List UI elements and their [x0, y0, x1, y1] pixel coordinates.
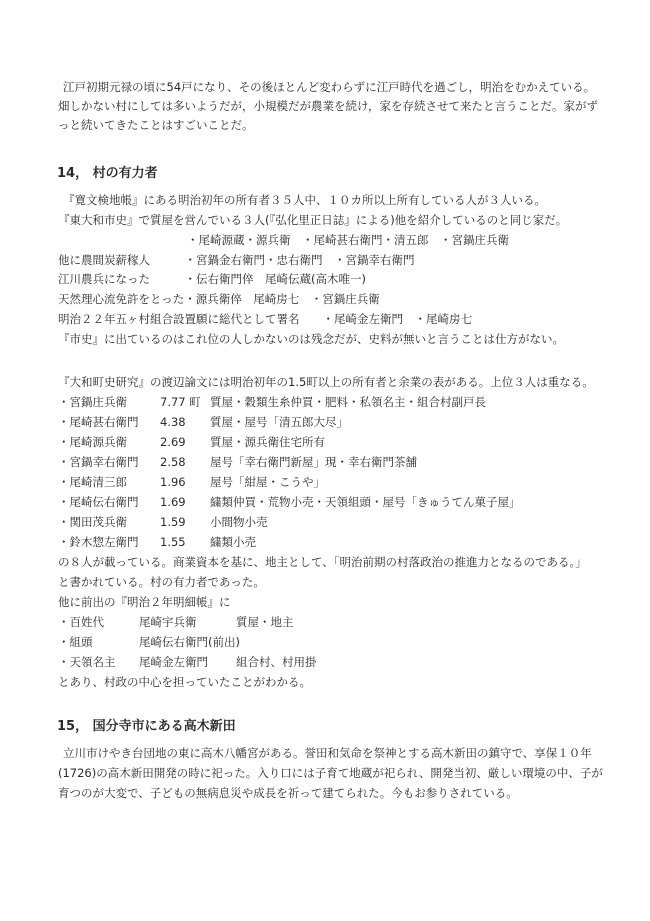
owner-occupation: 繍類小売 [210, 535, 256, 549]
owner-occupation: 質屋・屋号「清五郎大尽」 [210, 415, 348, 429]
section-14-after-2: と書かれている。村の有力者であった。 [58, 575, 265, 589]
role-title: ・組頭 [58, 635, 93, 649]
owner-area: 2.69 [160, 435, 186, 449]
role-title: ・百姓代 [58, 615, 104, 629]
section-14-para-2: 『東大和市史』で質屋を営んでいる３人(『弘化里正日誌』による)他を紹介しているのと同じ家だ。 [58, 213, 568, 227]
section-14-para-3: 『大和町史研究』の渡辺論文には明治初年の1.5町以上の所有者と余業の表がある。上位３人は重なる。 [58, 375, 594, 389]
section-15-para-1: 立川市けやき台団地の東に高木八幡宮がある。誉田和気命を祭神とする高木新田の鎮守で、享保１０年 [63, 746, 592, 760]
role-name: 尾崎金左衛門 [139, 655, 208, 669]
owner-name: ・宮鍋幸右衛門 [58, 455, 139, 469]
owner-occupation: 質屋・穀類生糸仲買・肥料・私領名主・組合村副戸長 [210, 395, 486, 409]
role-note: 組合村、村用掛 [236, 655, 317, 669]
owner-area: 1.59 [160, 515, 186, 529]
section-14-after-1: の８人が載っている。商業資本を基に、地主として、「明治前期の村落政治の推進力となるのである。」 [58, 555, 587, 569]
section-15-para-2: (1726)の高木新田開発の時に祀った。入り口には子育て地蔵が祀られ、開発当初、厳しい環境の中、子が [58, 766, 603, 780]
intro-line-2: 畑しかない村にしては多いようだが，小規模だが農業を続け，家を存続させて来たと言うことだ。家がず [58, 99, 599, 113]
owner-area: 1.96 [160, 475, 186, 489]
intro-line-3: っと続いてきたことはすごいことだ。 [58, 118, 254, 132]
owner-occupation: 屋号「幸右衛門新屋」現・幸右衛門茶舗 [210, 455, 417, 469]
section-14-heading: 14， 村の有力者 [57, 166, 158, 181]
section-14-note: 『市史』に出ているのはこれ位の人しかないのは残念だが、史料が無いと言うことは仕方がない。 [58, 332, 564, 346]
owner-name: ・尾崎清三郎 [58, 475, 127, 489]
role-note: 質屋・地主 [236, 615, 294, 629]
owner-name: ・宮鍋庄兵衛 [58, 395, 127, 409]
section-14-closing: とあり、村政の中心を担っていたことがわかる。 [58, 675, 311, 689]
owner-occupation: 質屋・源兵衛住宅所有 [210, 435, 325, 449]
list-row-3: 江川農兵になった ・伝右衛門倅 尾崎伝蔵(高木唯一) [58, 272, 366, 286]
owner-area: 1.69 [160, 495, 186, 509]
owner-name: ・尾崎源兵衛 [58, 435, 127, 449]
intro-line-1: 江戸初期元禄の頃に54戸になり、その後ほとんど変わらずに江戸時代を過ごし，明治をむかえている。 [63, 80, 596, 94]
role-title: ・天領名主 [58, 655, 116, 669]
owner-name: ・鈴木惣左衛門 [58, 535, 139, 549]
owner-area: 1.55 [160, 535, 186, 549]
list-row-4: 天然理心流免許をとった・源兵衛倅 尾崎房七 ・宮鍋庄兵衛 [58, 292, 380, 306]
list-row-2: 他に農間炭薪稼人 ・宮鍋金右衛門・忠右衛門 ・宮鍋幸右衛門 [58, 253, 415, 267]
owner-occupation: 屋号「紺屋・こうや」 [210, 475, 325, 489]
section-15-heading: 15， 国分寺市にある高木新田 [57, 719, 236, 734]
section-14-para-1: 『寛文検地帳』にある明治初年の所有者３５人中、１０カ所以上所有している人が３人いる。 [63, 193, 546, 207]
owner-area: 4.38 [160, 415, 186, 429]
list-row-5: 明治２２年五ヶ村組合設置願に総代として署名 ・尾崎金左衛門 ・尾崎房七 [58, 312, 472, 326]
section-15-para-3: 育つのが大変で、子どもの無病息災や成長を祈って建てられた。今もお参りされている。 [58, 786, 518, 800]
owner-area: 7.77 町 [160, 395, 201, 409]
owner-occupation: 繍類仲買・荒物小売・天領組頭・屋号「きゅうてん菓子屋」 [210, 495, 521, 509]
owner-occupation: 小間物小売 [210, 515, 268, 529]
owner-area: 2.58 [160, 455, 186, 469]
list-row-1: ・尾崎源蔵・源兵衛 ・尾崎甚右衛門・清五郎 ・宮鍋庄兵衛 [187, 233, 509, 247]
section-14-after-3: 他に前出の『明治２年明細帳』に [58, 595, 231, 609]
owner-name: ・関田茂兵衛 [58, 515, 127, 529]
role-name: 尾崎宇兵衛 [139, 615, 197, 629]
role-name: 尾崎伝右衛門(前出) [139, 635, 240, 649]
owner-name: ・尾崎伝右衛門 [58, 495, 139, 509]
owner-name: ・尾崎甚右衛門 [58, 415, 139, 429]
